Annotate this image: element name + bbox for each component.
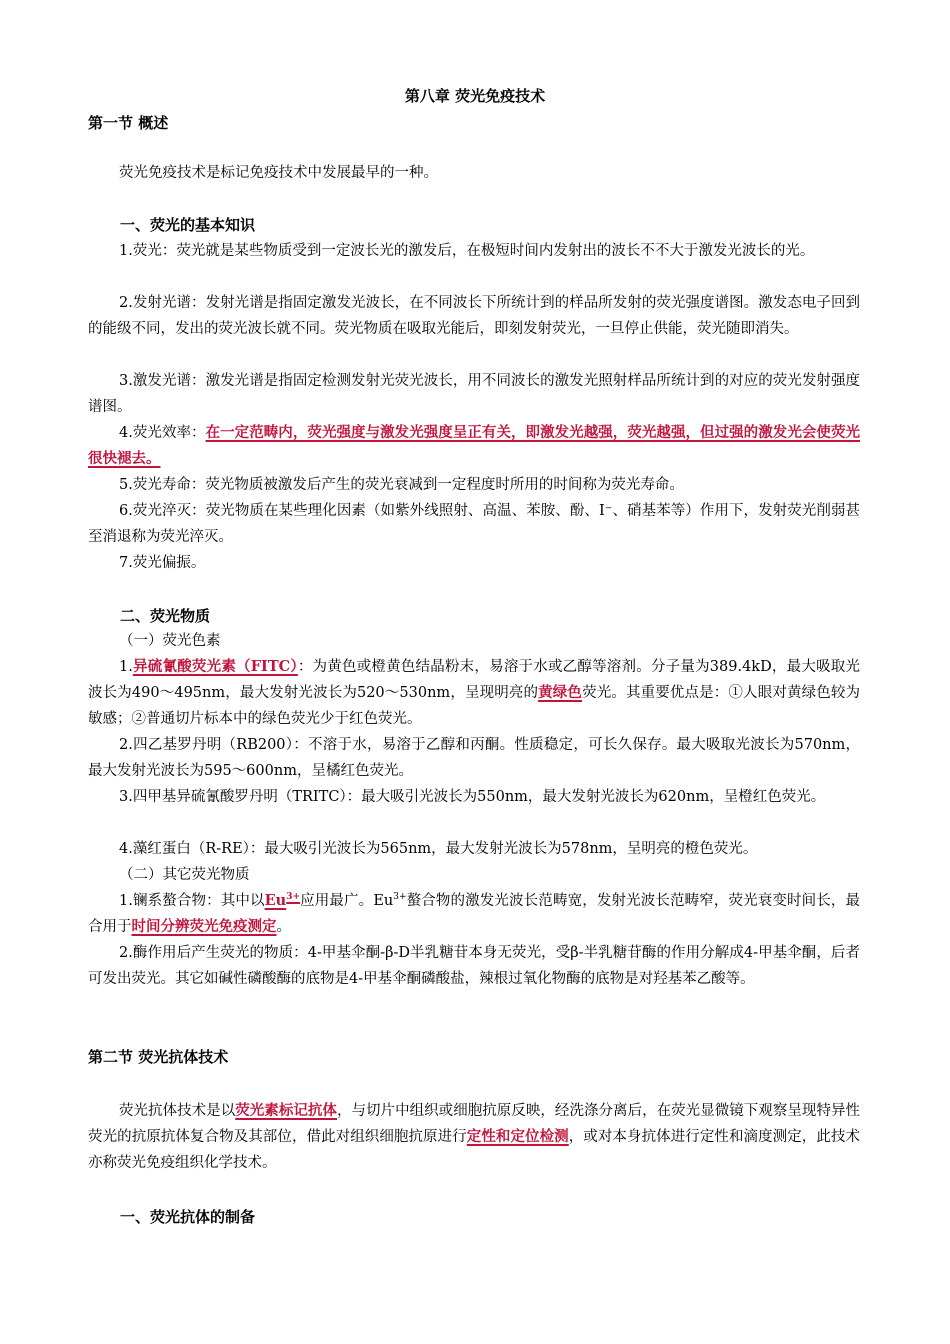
chapter-title: 第八章 荧光免疫技术: [404, 87, 546, 105]
paragraph-antibody-technique: 荧光抗体技术是以荧光素标记抗体，与切片中组织或细胞抗原反映，经洗涤分离后，在荧光显微镜下观察呈现特异性荧光的抗原抗体复合物及其部位，借此对组织细胞抗原进行定性和定位检测，或对本身抗体进行定性和滴度测定，此技术亦称荧光免疫组织化学技术。: [88, 1102, 861, 1171]
paragraph-rb200: 2.四乙基罗丹明（RB200）：不溶于水，易溶于乙醇和丙酮。性质稳定，可长久保存。最大吸取光波长为570nm，最大发射光波长为595～600nm，呈橘红色荧光。: [88, 737, 860, 779]
paragraph-r-re: 4.藻红蛋白（R-RE）：最大吸引光波长为565nm，最大发射光波长为578nm，呈明亮的橙色荧光。: [119, 841, 758, 857]
paragraph-fluorescence: 1.荧光：荧光就是某些物质受到一定波长光的激发后，在极短时间内发射出的波长不不大于激发光波长的光。: [119, 243, 815, 259]
highlight-labeled-antibody: 荧光素标记抗体: [235, 1102, 337, 1119]
highlight-eu: Eu: [264, 892, 287, 909]
highlight-efficiency: 在一定范畴内，荧光强度与激发光强度呈正有关，即激发光越强，荧光越强，但过强的激发光会使荧光很快褪去。: [88, 424, 860, 467]
subheading-fluorescence-basics: 一、荧光的基本知识: [120, 216, 256, 234]
paragraph-lanthanide: 1.镧系螯合物：其中以$Eu^{3+}$应用最广。$Eu^{3+}$螯合物的激发光波长范畴宽，发射光波长范畴窄，荧光衰变时间长，最合用于时间分辨荧光免疫测定。: [88, 892, 860, 935]
efficiency-label: 4.荧光效率：: [119, 425, 206, 441]
subheading-antibody-preparation: 一、荧光抗体的制备: [120, 1208, 256, 1226]
subheading-fluorescent-substances: 二、荧光物质: [120, 607, 211, 625]
paragraph-quenching: 6.荧光淬灭：荧光物质在某些理化因素（如紫外线照射、高温、苯胺、酚、I⁻、硝基苯等）作用下，发射荧光削弱甚至消退称为荧光淬灭。: [88, 503, 860, 545]
paragraph-tritc: 3.四甲基异硫氰酸罗丹明（TRITC）：最大吸引光波长为550nm，最大发射光波长为620nm，呈橙红色荧光。: [119, 789, 826, 805]
highlight-yellow-green: 黄绿色: [538, 684, 583, 701]
overview-paragraph: 荧光免疫技术是标记免疫技术中发展最早的一种。: [119, 165, 438, 181]
paragraph-fluorescence-efficiency: [88, 420, 860, 472]
paragraph-fitc: 1.异硫氰酸荧光素（FITC）：为黄色或橙黄色结晶粉末，易溶于水或乙醇等溶剂。分子量为389.4kD，最大吸取光波长为490～495nm，最大发射光波长为520～530nm，呈现明亮的黄绿色荧光。其重要优点是：①人眼对黄绿色较为敏感；②普通切片标本中的绿色荧光少于红色荧光。: [88, 658, 861, 727]
subheading-other-substances: （二）其它荧光物质: [119, 867, 250, 883]
section-heading-overview: 第一节 概述: [88, 114, 169, 132]
paragraph-fluorescence-lifetime: 5.荧光寿命：荧光物质被激发后产生的荧光衰减到一定程度时所用的时间称为荧光寿命。: [119, 477, 684, 493]
paragraph-emission-spectrum: 2.发射光谱：发射光谱是指固定激发光波长，在不同波长下所统计到的样品所发射的荧光强度谱图。激发态电子回到的能级不同，发出的荧光波长就不同。荧光物质在吸取光能后，即刻发射荧光，一旦停止供能，荧光随即消失。: [88, 295, 860, 337]
highlight-fitc: 异硫氰酸荧光素（FITC）: [132, 658, 298, 675]
paragraph-excitation-spectrum: 3.激发光谱：激发光谱是指固定检测发射光荧光波长，用不同波长的激发光照射样品所统计到的对应的荧光发射强度谱图。: [88, 373, 860, 415]
paragraph-enzyme-substrates: 2.酶作用后产生荧光的物质：4-甲基伞酮-β-D半乳糖苷本身无荧光，受β-半乳糖苷酶的作用分解成4-甲基伞酮，后者可发出荧光。其它如碱性磷酸酶的底物是4-甲基伞酮磷酸盐，辣根过氧化物酶的底物是对羟基苯乙酸等。: [88, 945, 860, 987]
section-heading-antibody-technique: 第二节 荧光抗体技术: [88, 1048, 229, 1066]
highlight-time-resolved: 时间分辨荧光免疫测定: [131, 918, 277, 935]
paragraph-polarization: 7.荧光偏振。: [119, 555, 206, 571]
subheading-fluorescent-dyes: （一）荧光色素: [119, 633, 221, 649]
highlight-qualitative-localization: 定性和定位检测: [466, 1128, 569, 1145]
